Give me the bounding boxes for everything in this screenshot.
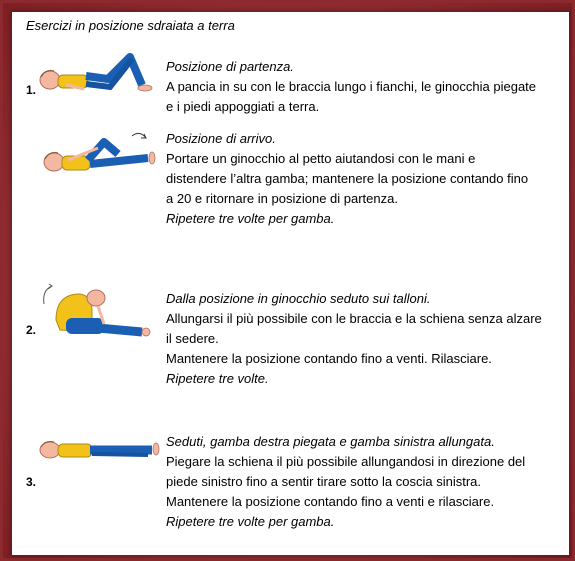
exercise-1-end-text	[166, 129, 561, 229]
exercise-2-number: 2.	[26, 323, 37, 337]
exercise-1-start-line-1: A pancia in su con le braccia lungo i fianchi, le ginocchia piegate	[166, 79, 537, 94]
exercise-3-number: 3.	[26, 475, 37, 489]
document-page	[12, 12, 569, 555]
exercise-1-repeat: Ripetere tre volte per gamba.	[166, 211, 335, 226]
exercise-3-title: Seduti, gamba destra piegata e gamba sinistra allungata.	[166, 434, 495, 449]
exercise-2-repeat: Ripetere tre volte.	[166, 371, 269, 386]
exercise-1-start-text	[166, 57, 561, 117]
exercise-1-end-title: Posizione di arrivo.	[166, 131, 276, 146]
exercise-3-line-2: piede sinistro fino a sentir tirare sotto la coscia sinistra.	[166, 474, 482, 489]
exercise-1-end-line-2: distendere l’altra gamba; mantenere la posizione contando fino	[166, 171, 529, 186]
exercise-1-start-illustration	[36, 49, 154, 95]
exercise-3-repeat: Ripetere tre volte per gamba.	[166, 514, 335, 529]
exercise-1-end-line-1: Portare un ginocchio al petto aiutandosi con le mani e	[166, 151, 476, 166]
exercise-1-start-line-2: e i piedi appoggiati a terra.	[166, 99, 320, 114]
exercise-3-illustration	[36, 432, 162, 462]
exercise-3-line-1: Piegare la schiena il più possibile allungandosi in direzione del	[166, 454, 526, 469]
exercise-2-line-1: Allungarsi il più possibile con le braccia e la schiena senza alzare	[166, 311, 542, 326]
exercise-1-end-line-3: a 20 e ritornare in posizione di partenza.	[166, 191, 398, 206]
exercise-2-illustration	[38, 280, 156, 344]
page-heading: Esercizi in posizione sdraiata a terra	[26, 18, 235, 33]
document-frame	[3, 3, 572, 558]
exercise-1-start-title: Posizione di partenza.	[166, 59, 294, 74]
exercise-3-line-3: Mantenere la posizione contando fino a venti e rilasciare.	[166, 494, 495, 509]
exercise-2-line-2: il sedere.	[166, 331, 219, 346]
exercise-2-title: Dalla posizione in ginocchio seduto sui talloni.	[166, 291, 431, 306]
exercise-1-end-illustration	[40, 128, 162, 178]
exercise-1-number: 1.	[26, 83, 37, 97]
exercise-3-text	[166, 432, 561, 532]
exercise-2-line-3: Mantenere la posizione contando fino a venti. Rilasciare.	[166, 351, 492, 366]
exercise-2-text	[166, 289, 561, 389]
